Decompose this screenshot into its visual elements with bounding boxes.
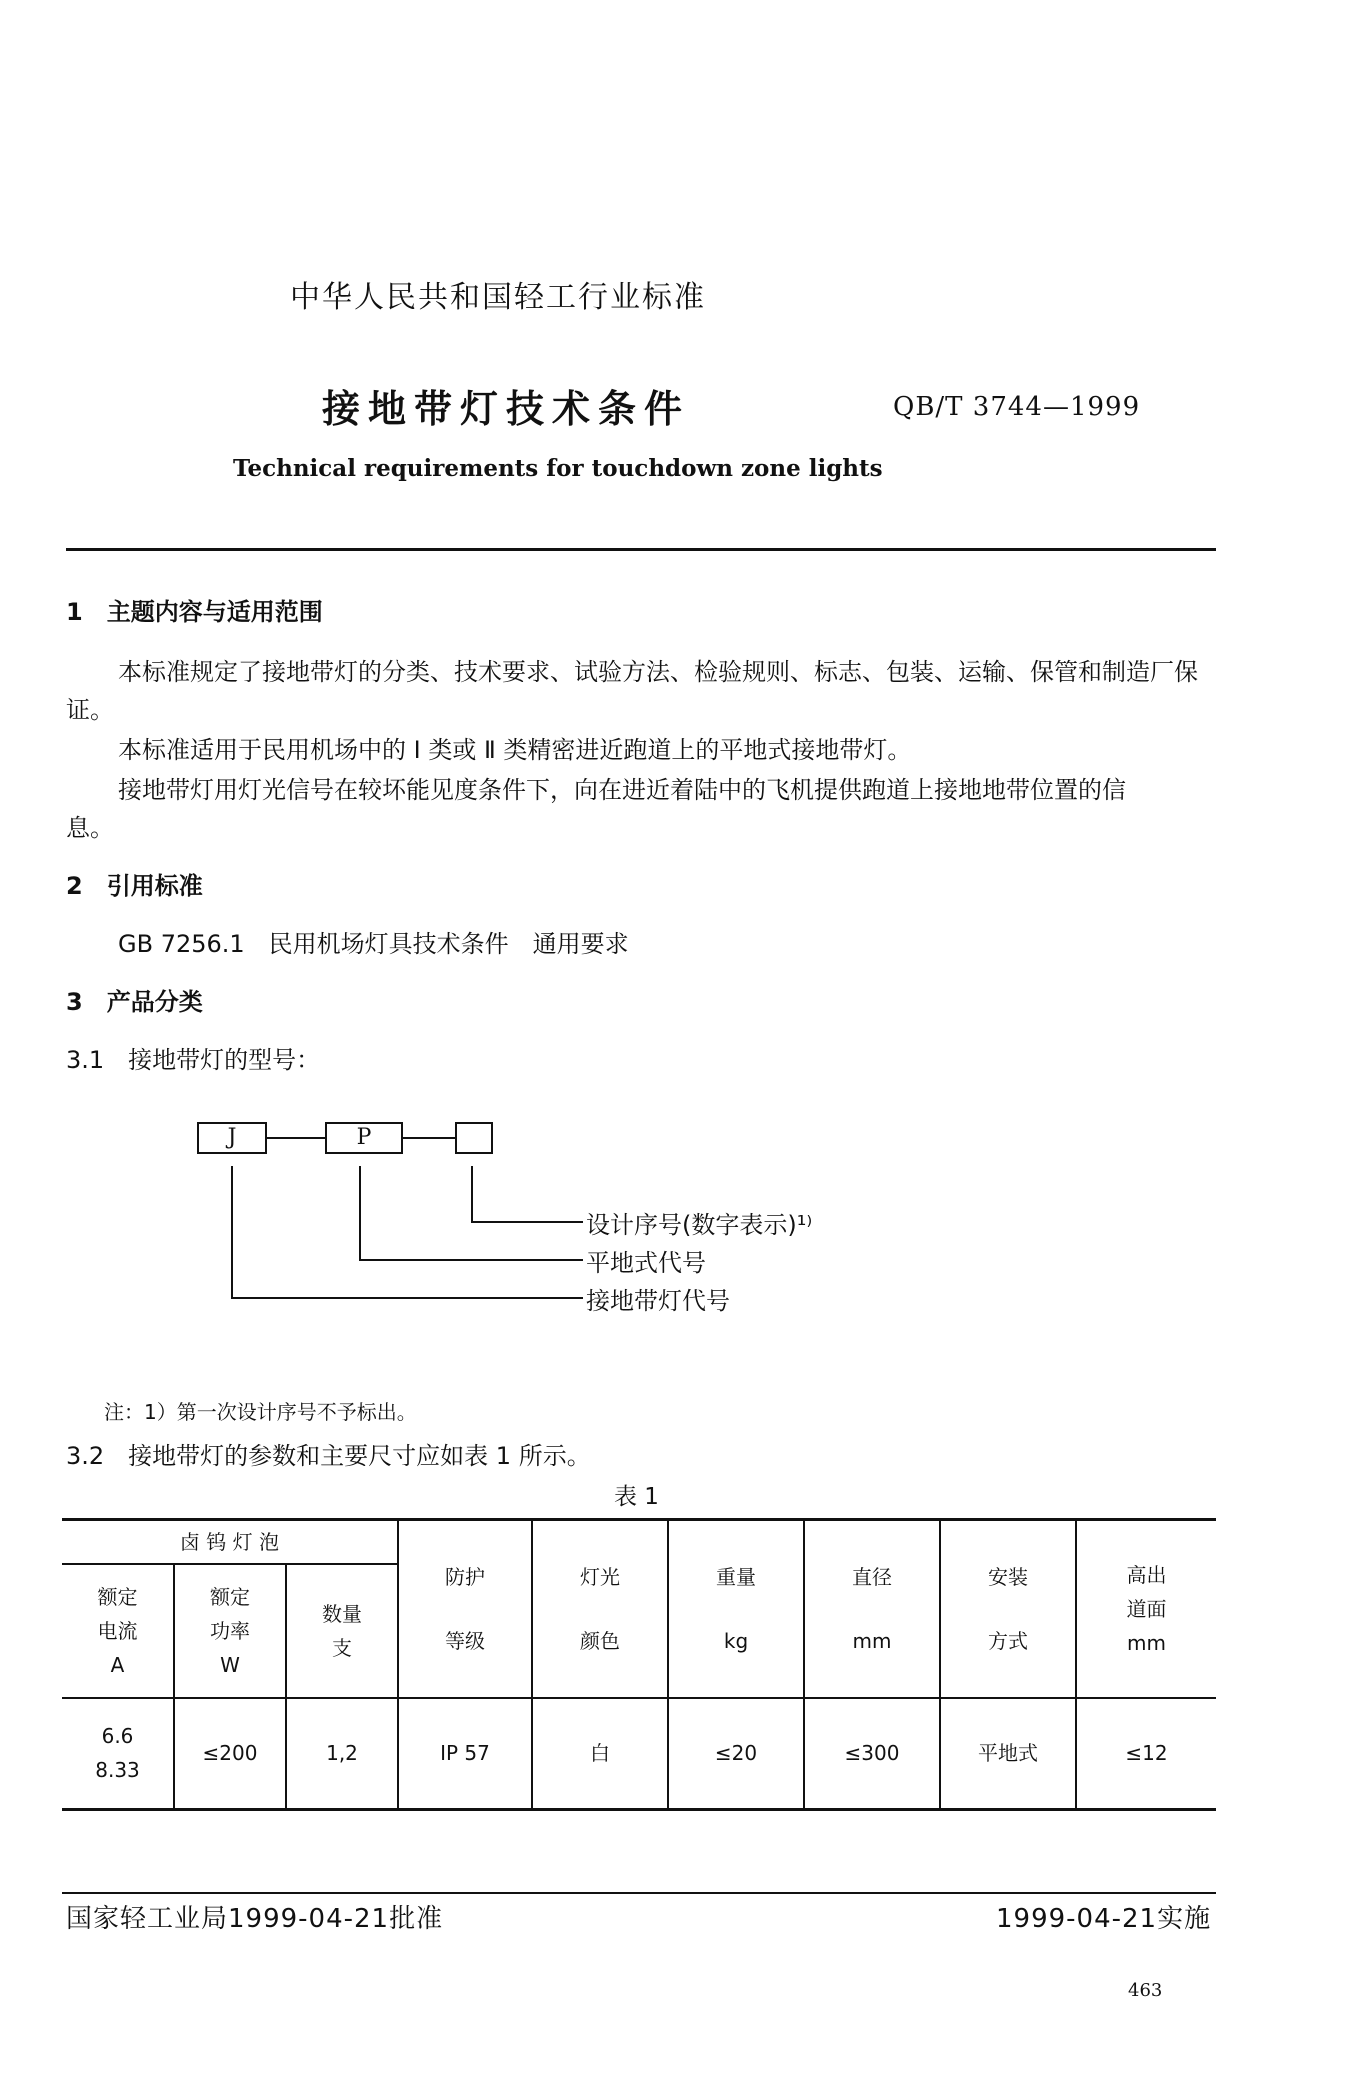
cell-protection: IP 57 <box>398 1698 532 1810</box>
label-design-number: 设计序号(数字表示)¹⁾ <box>586 1211 813 1239</box>
model-box-design-number <box>455 1122 493 1154</box>
header-diameter: 直径 mm <box>804 1520 940 1698</box>
top-rule <box>66 548 1216 551</box>
header-rated-power: 额定 功率 W <box>174 1564 286 1698</box>
standard-number: QB/T 3744—1999 <box>893 392 1141 422</box>
referenced-standard: GB 7256.1 民用机场灯具技术条件 通用要求 <box>118 930 629 958</box>
label-flush-type-code: 平地式代号 <box>586 1249 706 1277</box>
halogen-lamp-group-header: 卤 钨 灯 泡 <box>62 1520 398 1564</box>
header-height-above-surface: 高出 道面 mm <box>1076 1520 1216 1698</box>
cell-weight: ≤20 <box>668 1698 804 1810</box>
cell-diameter: ≤300 <box>804 1698 940 1810</box>
section-1-paragraph-2: 本标准适用于民用机场中的 Ⅰ 类或 Ⅱ 类精密进近跑道上的平地式接地带灯。 <box>118 736 912 764</box>
cell-light-color: 白 <box>532 1698 668 1810</box>
cell-rated-current: 6.6 8.33 <box>62 1698 174 1810</box>
standard-category: 中华人民共和国轻工行业标准 <box>290 280 706 315</box>
header-rated-current: 额定 电流 A <box>62 1564 174 1698</box>
bottom-rule <box>62 1892 1216 1894</box>
section-2-heading: 2 引用标准 <box>66 872 203 900</box>
leader-line <box>359 1166 361 1260</box>
diagram-note: 注：1）第一次设计序号不予标出。 <box>104 1400 417 1424</box>
header-light-color: 灯光 颜色 <box>532 1520 668 1698</box>
section-3-2-heading: 3.2 接地带灯的参数和主要尺寸应如表 1 所示。 <box>66 1442 591 1470</box>
section-1-heading: 1 主题内容与适用范围 <box>66 598 323 626</box>
document-title: 接地带灯技术条件 <box>322 387 691 431</box>
leader-line <box>359 1259 583 1261</box>
header-protection: 防护 等级 <box>398 1520 532 1698</box>
leader-line <box>231 1166 233 1298</box>
header-quantity: 数量 支 <box>286 1564 398 1698</box>
cell-mounting: 平地式 <box>940 1698 1076 1810</box>
section-1-paragraph-1-line-2: 证。 <box>66 696 114 724</box>
document-title-english: Technical requirements for touchdown zone lights <box>233 455 883 482</box>
connector-line <box>401 1137 455 1139</box>
section-1-paragraph-3-line-2: 息。 <box>66 814 114 842</box>
header-mounting: 安装 方式 <box>940 1520 1076 1698</box>
approval-line: 国家轻工业局1999-04-21批准 <box>66 1904 444 1934</box>
section-1-paragraph-1-line-1: 本标准规定了接地带灯的分类、技术要求、试验方法、检验规则、标志、包装、运输、保管和制造厂保 <box>118 658 1198 686</box>
label-lamp-code: 接地带灯代号 <box>586 1287 730 1315</box>
section-3-1-heading: 3.1 接地带灯的型号： <box>66 1046 321 1074</box>
table-caption: 表 1 <box>614 1484 659 1510</box>
cell-rated-power: ≤200 <box>174 1698 286 1810</box>
leader-line <box>471 1166 473 1222</box>
effective-date: 1999-04-21实施 <box>996 1904 1212 1934</box>
parameter-table <box>62 1518 1216 1811</box>
cell-height: ≤12 <box>1076 1698 1216 1810</box>
cell-quantity: 1,2 <box>286 1698 398 1810</box>
connector-line <box>265 1137 325 1139</box>
leader-line <box>231 1297 583 1299</box>
page-number: 463 <box>1128 1980 1163 2001</box>
section-3-heading: 3 产品分类 <box>66 988 203 1016</box>
section-1-paragraph-3-line-1: 接地带灯用灯光信号在较坏能见度条件下，向在进近着陆中的飞机提供跑道上接地地带位置的信 <box>118 776 1126 804</box>
header-weight: 重量 kg <box>668 1520 804 1698</box>
model-box-p: P <box>325 1122 403 1154</box>
leader-line <box>471 1221 583 1223</box>
model-box-j: J <box>197 1122 267 1154</box>
